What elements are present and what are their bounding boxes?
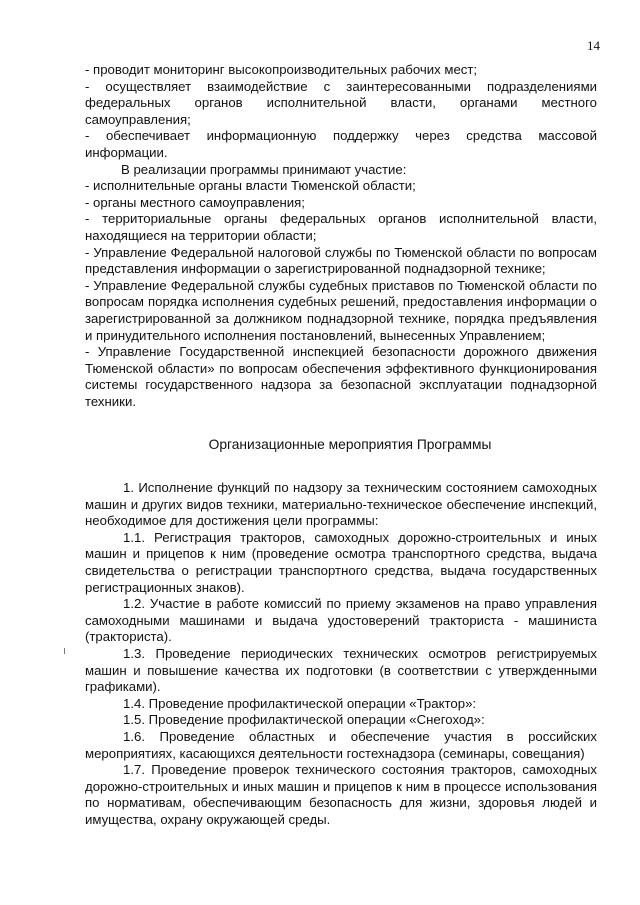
participant-item: - Управление Государственной инспекцией безопасности дорожного движения Тюменской области» по вопросам обеспечения эффективного функционирования системы государственного надзора за безопасной эксплуатации поднадзорной техники. (85, 344, 597, 409)
participant-item: - территориальные органы федеральных органов исполнительной власти, находящиеся на территории области; (85, 211, 597, 243)
document-body (85, 62, 597, 829)
measure-item: 1.3. Проведение периодических технических осмотров регистрируемых машин и повышение качества их подготовки (в соответствии с утвержденными графиками). (85, 646, 597, 695)
paragraph-interaction: - осуществляет взаимодействие с заинтересованными подразделениями федеральных органов исполнительной власти, органами местного самоуправления; (85, 78, 597, 127)
measure-item: 1.5. Проведение профилактической операции «Снегоход»: (123, 712, 485, 728)
measure-item: 1.1. Регистрация тракторов, самоходных дорожно-строительных и иных машин и прицепов к ним (проведение осмотра транспортного средства, выдача свидетельства о регистрации транспортного средства, выдача государственных регистрационных знаков). (85, 529, 597, 595)
measure-item: 1.2. Участие в работе комиссий по приему экзаменов на право управления самоходными машинами и выдача удостоверений тракториста - машиниста (тракториста). (85, 596, 597, 645)
measure-item: 1.7. Проведение проверок технического состояния тракторов, самоходных дорожно-строительных и иных машин и прицепов к ним в процессе использования по нормативам, обеспечивающим безопасность для жизни, здоровья людей и имущества, охрану окружающей среды. (85, 762, 597, 827)
participant-item: - Управление Федеральной службы судебных приставов по Тюменской области по вопросам порядка исполнения судебных решений, предоставления информации о зарегистрированной за должником поднадзорной технике, порядка предъявления и принудительного исполнения постановлений, вынесенных Управлением; (85, 277, 597, 343)
margin-mark (64, 648, 65, 654)
paragraph-info-support: - обеспечивает информационную поддержку через средства массовой информации. (85, 128, 597, 160)
page-number: 14 (587, 38, 600, 53)
paragraph-monitoring: - проводит мониторинг высокопроизводительных рабочих мест; (85, 62, 478, 77)
participant-item: - исполнительные органы власти Тюменской области; (85, 178, 416, 194)
measure-item: 1.4. Проведение профилактической операции «Трактор»: (123, 695, 477, 711)
measure-item: 1. Исполнение функций по надзору за техническим состоянием самоходных машин и других видов техники, материально-техническое обеспечение инспекций, необходимое для достижения цели программы: (85, 480, 597, 529)
participant-item: - Управление Федеральной налоговой службы по Тюменской области по вопросам представления информации о зарегистрированной поднадзорной технике; (85, 244, 597, 277)
participants-intro: В реализации программы принимают участие: (121, 161, 407, 177)
participant-item: - органы местного самоуправления; (85, 194, 305, 210)
measure-item: 1.6. Проведение областных и обеспечение участия в российских мероприятиях, касающихся деятельности гостехнадзора (семинары, совещания) (85, 728, 597, 761)
section-heading: Организационные мероприятия Программы (208, 437, 492, 453)
